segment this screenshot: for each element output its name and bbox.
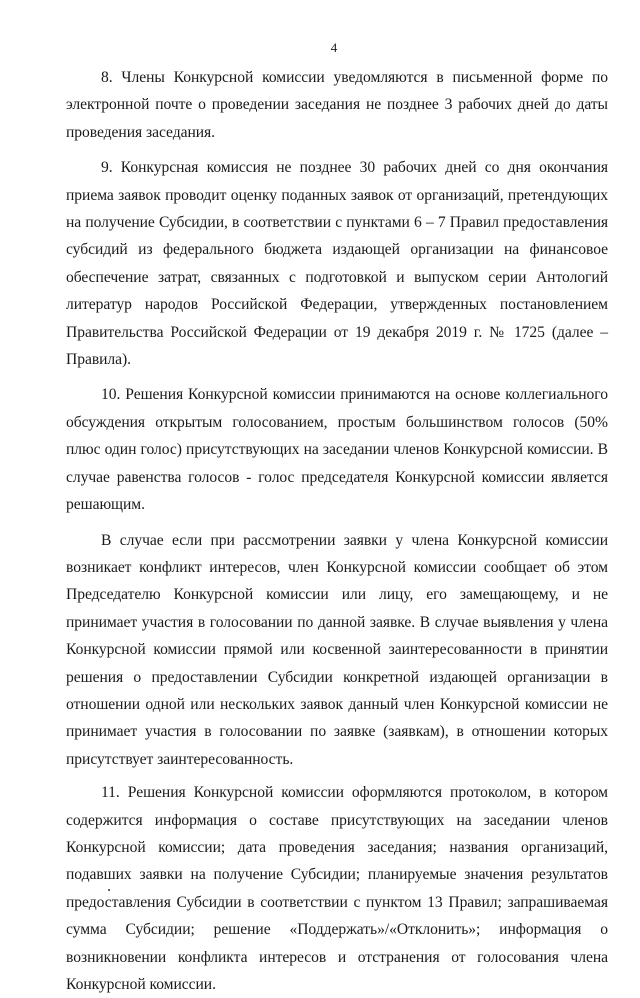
- paragraph-8-notification: 8. Члены Конкурсной комиссии уведомляются в письменной форме по электронной почте о проведении заседания не позднее 3 рабочих дней до даты проведения заседания.: [66, 69, 608, 141]
- paragraph-10-decisions: 10. Решения Конкурсной комиссии принимаются на основе коллегиального обсуждения открытым голосованием, простым большинством голосов (50% плюс один голос) присутствующих на заседании членов Конкурсной комиссии. В случае равенства голосов - голос председателя Конкурсной комиссии является решающим.: [66, 386, 608, 514]
- paragraph-conflict-of-interest: В случае если при рассмотрении заявки у члена Конкурсной комиссии возникает конфликт интересов, член Конкурсной комиссии сообщает об этом Председателю Конкурсной комиссии или лицу, его замещающему, и не принимает участия в голосовании по данной заявке. В случае выявления у члена Конкурсной комиссии прямой или косвенной заинтересованности в принятии решения о предоставлении Субсидии конкретной издающей организации в отношении одной или нескольких заявок данный член Конкурсной комиссии не принимает участия в голосовании по заявке (заявкам), в отношении которых присутствует заинтересованность.: [66, 531, 608, 768]
- paragraph-11-protocol: 11. Решения Конкурсной комиссии оформляются протоколом, в котором содержится информация о составе присутствующих на заседании членов Конкурсной комиссии; дата проведения заседания; названия организаций, подавших заявки на получение Субсидии; планируемые значения результатов предоставления Субсидии в соответствии с пунктом 13 Правил; запрашиваемая сумма Субсидии; решение «Поддержать»/«Отклонить»; информация о возникновении конфликта интересов и отстранения от голосования члена Конкурсной комиссии.: [66, 784, 608, 993]
- page-number: 4: [330, 40, 338, 55]
- scan-speck: [108, 889, 110, 891]
- paragraph-9-evaluation: 9. Конкурсная комиссия не позднее 30 рабочих дней со дня окончания приема заявок проводит оценку поданных заявок от организаций, претендующих на получение Субсидии, в соответствии с пунктами 6 – 7 Правил предоставления субсидий из федерального бюджета издающей организации на финансовое обеспечение затрат, связанных с подготовкой и выпуском серии Антологий литератур народов Российской Федерации, утвержденных постановлением Правительства Российской Федерации от 19 декабря 2019 г. № 1725 (далее – Правила).: [66, 159, 608, 369]
